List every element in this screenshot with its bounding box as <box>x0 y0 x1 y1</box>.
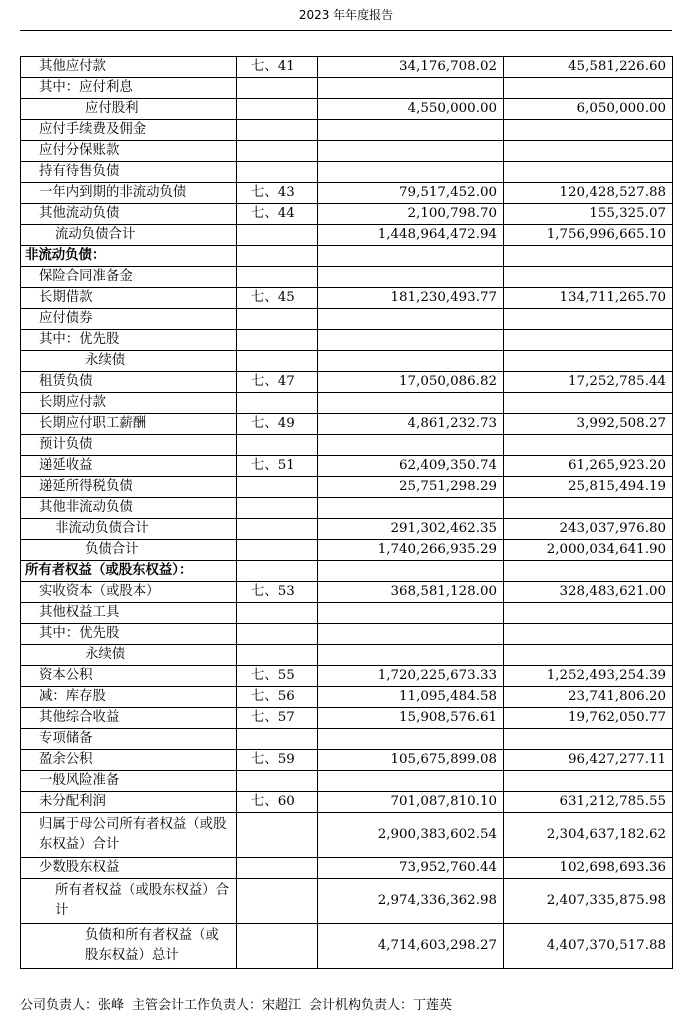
row-item-label: 实收资本（或股本） <box>21 582 237 603</box>
row-note: 七、43 <box>237 183 318 204</box>
row-current-amount <box>318 624 504 645</box>
row-prior-amount <box>504 561 673 582</box>
row-prior-amount <box>504 78 673 99</box>
report-header: 2023 年年度报告 <box>298 8 394 22</box>
table-row <box>21 246 673 267</box>
row-current-amount: 1,740,266,935.29 <box>318 540 504 561</box>
company-head: 公司负责人：张峰 <box>20 998 125 1013</box>
row-prior-amount: 2,000,034,641.90 <box>504 540 673 561</box>
table-row <box>21 792 673 813</box>
row-prior-amount: 155,325.07 <box>504 204 673 225</box>
row-item-label: 保险合同准备金 <box>21 267 237 288</box>
table-row <box>21 393 673 414</box>
table-row <box>21 477 673 498</box>
table-row <box>21 120 673 141</box>
row-current-amount <box>318 351 504 372</box>
row-note <box>237 162 318 183</box>
row-note <box>237 498 318 519</box>
row-item-label: 应付股利 <box>21 99 237 120</box>
row-prior-amount: 23,741,806.20 <box>504 687 673 708</box>
row-note <box>237 858 318 879</box>
row-current-amount: 62,409,350.74 <box>318 456 504 477</box>
table-row <box>21 267 673 288</box>
table-row <box>21 414 673 435</box>
row-prior-amount: 6,050,000.00 <box>504 99 673 120</box>
row-note <box>237 813 318 858</box>
row-prior-amount: 19,762,050.77 <box>504 708 673 729</box>
row-prior-amount <box>504 267 673 288</box>
table-row <box>21 729 673 750</box>
row-prior-amount <box>504 246 673 267</box>
signature-footer <box>20 994 460 1013</box>
row-item-label: 少数股东权益 <box>21 858 237 879</box>
row-prior-amount: 2,304,637,182.62 <box>504 813 673 858</box>
table-row <box>21 225 673 246</box>
row-prior-amount <box>504 330 673 351</box>
row-item-label: 其中：优先股 <box>21 624 237 645</box>
row-note <box>237 246 318 267</box>
row-item-label: 其中：优先股 <box>21 330 237 351</box>
row-prior-amount: 243,037,976.80 <box>504 519 673 540</box>
row-current-amount <box>318 603 504 624</box>
row-item-label: 一般风险准备 <box>21 771 237 792</box>
row-note: 七、55 <box>237 666 318 687</box>
row-current-amount: 73,952,760.44 <box>318 858 504 879</box>
table-row <box>21 372 673 393</box>
row-prior-amount <box>504 120 673 141</box>
row-current-amount <box>318 771 504 792</box>
row-item-label: 其他流动负债 <box>21 204 237 225</box>
row-current-amount: 25,751,298.29 <box>318 477 504 498</box>
table-row <box>21 879 673 924</box>
table-row <box>21 204 673 225</box>
row-prior-amount <box>504 309 673 330</box>
accounting-dept-head: 会计机构负责人：丁莲英 <box>309 998 453 1013</box>
table-row <box>21 456 673 477</box>
row-current-amount <box>318 729 504 750</box>
row-prior-amount <box>504 729 673 750</box>
table-row <box>21 99 673 120</box>
table-row <box>21 498 673 519</box>
row-current-amount: 11,095,484.58 <box>318 687 504 708</box>
row-prior-amount: 3,992,508.27 <box>504 414 673 435</box>
row-item-label: 应付债券 <box>21 309 237 330</box>
row-note: 七、60 <box>237 792 318 813</box>
row-note <box>237 330 318 351</box>
row-prior-amount <box>504 393 673 414</box>
row-item-label: 其他权益工具 <box>21 603 237 624</box>
table-row <box>21 750 673 771</box>
row-note <box>237 267 318 288</box>
row-note <box>237 540 318 561</box>
table-row <box>21 162 673 183</box>
row-item-label: 其他应付款 <box>21 57 237 78</box>
row-prior-amount <box>504 771 673 792</box>
row-note <box>237 645 318 666</box>
row-item-label: 永续债 <box>21 351 237 372</box>
row-prior-amount: 120,428,527.88 <box>504 183 673 204</box>
row-item-label: 应付手续费及佣金 <box>21 120 237 141</box>
row-note: 七、44 <box>237 204 318 225</box>
row-note <box>237 771 318 792</box>
row-prior-amount: 102,698,693.36 <box>504 858 673 879</box>
table-row <box>21 645 673 666</box>
row-current-amount <box>318 267 504 288</box>
row-note <box>237 519 318 540</box>
row-item-label: 一年内到期的非流动负债 <box>21 183 237 204</box>
row-item-label: 所有者权益（或股东权益）： <box>21 561 237 582</box>
table-row <box>21 858 673 879</box>
row-current-amount: 181,230,493.77 <box>318 288 504 309</box>
table-row <box>21 540 673 561</box>
row-note: 七、51 <box>237 456 318 477</box>
row-note <box>237 309 318 330</box>
table-row <box>21 624 673 645</box>
row-current-amount: 2,100,798.70 <box>318 204 504 225</box>
row-current-amount: 4,861,232.73 <box>318 414 504 435</box>
row-current-amount: 368,581,128.00 <box>318 582 504 603</box>
table-row <box>21 771 673 792</box>
row-current-amount: 34,176,708.02 <box>318 57 504 78</box>
row-item-label: 租赁负债 <box>21 372 237 393</box>
row-current-amount: 2,900,383,602.54 <box>318 813 504 858</box>
row-note: 七、45 <box>237 288 318 309</box>
row-note <box>237 78 318 99</box>
row-prior-amount <box>504 435 673 456</box>
row-note <box>237 351 318 372</box>
row-item-label: 长期借款 <box>21 288 237 309</box>
row-prior-amount: 17,252,785.44 <box>504 372 673 393</box>
row-prior-amount: 45,581,226.60 <box>504 57 673 78</box>
table-row <box>21 603 673 624</box>
row-current-amount: 2,974,336,362.98 <box>318 879 504 924</box>
row-prior-amount: 61,265,923.20 <box>504 456 673 477</box>
table-row <box>21 519 673 540</box>
row-item-label: 盈余公积 <box>21 750 237 771</box>
row-note: 七、49 <box>237 414 318 435</box>
row-note: 七、47 <box>237 372 318 393</box>
row-item-label: 专项储备 <box>21 729 237 750</box>
row-note <box>237 477 318 498</box>
row-current-amount: 1,448,964,472.94 <box>318 225 504 246</box>
row-prior-amount <box>504 162 673 183</box>
row-prior-amount <box>504 603 673 624</box>
row-note: 七、56 <box>237 687 318 708</box>
row-item-label: 未分配利润 <box>21 792 237 813</box>
row-prior-amount: 328,483,621.00 <box>504 582 673 603</box>
row-current-amount <box>318 561 504 582</box>
row-item-label: 减：库存股 <box>21 687 237 708</box>
row-item-label: 负债合计 <box>21 540 237 561</box>
header-divider <box>20 30 672 31</box>
row-item-label: 长期应付职工薪酬 <box>21 414 237 435</box>
row-note: 七、41 <box>237 57 318 78</box>
row-current-amount <box>318 645 504 666</box>
row-note <box>237 624 318 645</box>
table-row <box>21 183 673 204</box>
table-row <box>21 288 673 309</box>
row-item-label: 负债和所有者权益（或股东权益）总计 <box>21 924 237 969</box>
row-current-amount: 15,908,576.61 <box>318 708 504 729</box>
balance-sheet-body <box>21 57 673 969</box>
row-current-amount <box>318 141 504 162</box>
row-item-label: 非流动负债： <box>21 246 237 267</box>
row-prior-amount: 1,756,996,665.10 <box>504 225 673 246</box>
row-item-label: 其他综合收益 <box>21 708 237 729</box>
table-row <box>21 351 673 372</box>
row-current-amount <box>318 498 504 519</box>
row-current-amount: 1,720,225,673.33 <box>318 666 504 687</box>
row-note <box>237 99 318 120</box>
row-item-label: 持有待售负债 <box>21 162 237 183</box>
accounting-head: 主管会计工作负责人：宋超江 <box>132 998 302 1013</box>
table-row <box>21 813 673 858</box>
row-current-amount: 4,550,000.00 <box>318 99 504 120</box>
row-item-label: 流动负债合计 <box>21 225 237 246</box>
row-note: 七、57 <box>237 708 318 729</box>
row-prior-amount: 96,427,277.11 <box>504 750 673 771</box>
balance-sheet-table <box>20 56 673 969</box>
row-current-amount <box>318 330 504 351</box>
row-current-amount <box>318 435 504 456</box>
row-current-amount <box>318 120 504 141</box>
row-item-label: 资本公积 <box>21 666 237 687</box>
table-row <box>21 78 673 99</box>
row-prior-amount <box>504 141 673 162</box>
row-prior-amount <box>504 645 673 666</box>
row-current-amount <box>318 309 504 330</box>
row-current-amount: 4,714,603,298.27 <box>318 924 504 969</box>
row-note <box>237 435 318 456</box>
table-row <box>21 687 673 708</box>
row-item-label: 长期应付款 <box>21 393 237 414</box>
table-row <box>21 582 673 603</box>
row-note <box>237 561 318 582</box>
row-prior-amount <box>504 498 673 519</box>
row-item-label: 永续债 <box>21 645 237 666</box>
row-note <box>237 924 318 969</box>
row-note: 七、53 <box>237 582 318 603</box>
row-prior-amount: 2,407,335,875.98 <box>504 879 673 924</box>
table-row <box>21 57 673 78</box>
row-prior-amount: 1,252,493,254.39 <box>504 666 673 687</box>
table-row <box>21 309 673 330</box>
row-item-label: 非流动负债合计 <box>21 519 237 540</box>
row-current-amount: 105,675,899.08 <box>318 750 504 771</box>
row-item-label: 归属于母公司所有者权益（或股东权益）合计 <box>21 813 237 858</box>
row-note <box>237 393 318 414</box>
row-note <box>237 225 318 246</box>
row-current-amount: 291,302,462.35 <box>318 519 504 540</box>
row-note: 七、59 <box>237 750 318 771</box>
table-row <box>21 330 673 351</box>
row-note <box>237 879 318 924</box>
row-note <box>237 120 318 141</box>
row-current-amount: 701,087,810.10 <box>318 792 504 813</box>
row-item-label: 应付分保账款 <box>21 141 237 162</box>
row-prior-amount: 134,711,265.70 <box>504 288 673 309</box>
table-row <box>21 141 673 162</box>
row-item-label: 递延所得税负债 <box>21 477 237 498</box>
row-item-label: 预计负债 <box>21 435 237 456</box>
row-prior-amount: 4,407,370,517.88 <box>504 924 673 969</box>
row-note <box>237 141 318 162</box>
row-item-label: 递延收益 <box>21 456 237 477</box>
row-prior-amount <box>504 351 673 372</box>
row-current-amount <box>318 78 504 99</box>
row-prior-amount: 25,815,494.19 <box>504 477 673 498</box>
row-current-amount <box>318 246 504 267</box>
row-prior-amount: 631,212,785.55 <box>504 792 673 813</box>
row-item-label: 所有者权益（或股东权益）合计 <box>21 879 237 924</box>
table-row <box>21 561 673 582</box>
table-row <box>21 435 673 456</box>
row-item-label: 其中：应付利息 <box>21 78 237 99</box>
row-note <box>237 729 318 750</box>
row-item-label: 其他非流动负债 <box>21 498 237 519</box>
row-note <box>237 603 318 624</box>
row-current-amount <box>318 393 504 414</box>
row-current-amount: 17,050,086.82 <box>318 372 504 393</box>
table-row <box>21 666 673 687</box>
row-prior-amount <box>504 624 673 645</box>
table-row <box>21 924 673 969</box>
row-current-amount <box>318 162 504 183</box>
table-row <box>21 708 673 729</box>
row-current-amount: 79,517,452.00 <box>318 183 504 204</box>
